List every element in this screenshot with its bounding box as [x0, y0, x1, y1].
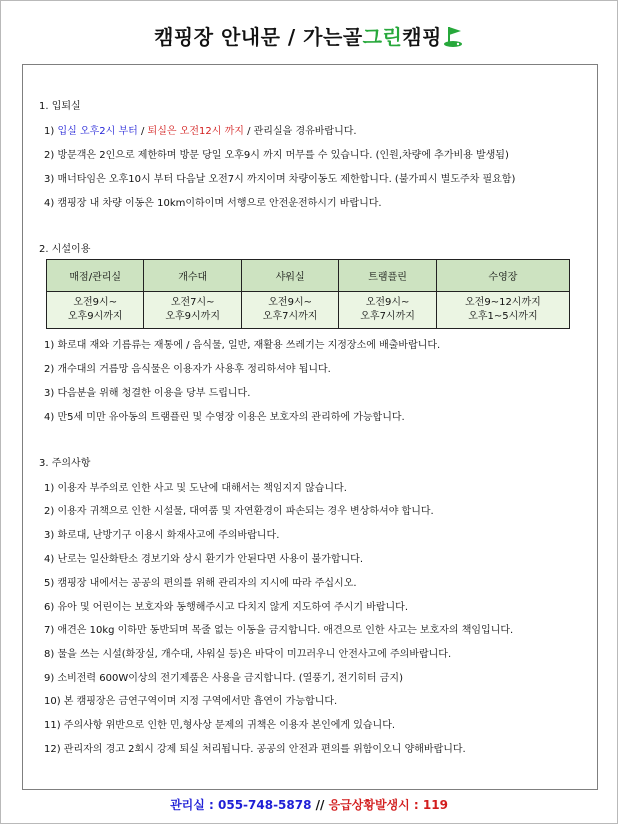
- checkin-line-1-num: 1): [44, 126, 55, 137]
- checkin-sep: /: [137, 126, 148, 137]
- checkin-line-3: 3) 매너타임은 오후10시 부터 다음날 오전7시 까지이며 차량이동도 제한합니다. (불가피시 별도주차 필요함): [44, 174, 516, 185]
- checkout-time: 퇴실은 오전12시 까지: [147, 126, 244, 137]
- emergency-number: 응급상황발생시 : 119: [328, 798, 448, 812]
- facilities-line-1: 1) 화로대 재와 기름류는 재통에 / 음식물, 일반, 재활용 쓰레기는 지정장소에 배출바랍니다.: [44, 340, 441, 351]
- table-cell: [47, 292, 144, 329]
- caution-item: 6) 유아 및 어린이는 보호자와 동행해주시고 다치지 않게 지도하여 주시기 바랍니다.: [44, 602, 409, 613]
- close-time: 오후7시까지: [262, 311, 318, 322]
- caution-item: 1) 이용자 부주의로 인한 사고 및 도난에 대해서는 책임지지 않습니다.: [44, 483, 347, 494]
- open-time: 오전9~12시까지: [465, 297, 541, 308]
- open-time: 오전9시~: [268, 297, 312, 308]
- caution-item: 9) 소비전력 600W이상의 전기제품은 사용을 금지합니다. (열풍기, 전기히터 금지): [44, 673, 403, 684]
- footer-separator: //: [311, 798, 329, 812]
- caution-item: 10) 본 캠핑장은 금연구역이며 지정 구역에서만 흡연이 가능합니다.: [44, 696, 338, 707]
- caution-item: 2) 이용자 귀책으로 인한 시설물, 대여품 및 자연환경이 파손되는 경우 변상하셔야 합니다.: [44, 506, 434, 517]
- caution-item: 12) 관리자의 경고 2회시 강제 퇴실 처리됩니다. 공공의 안전과 편의를 위함이오니 양해바랍니다.: [44, 744, 466, 755]
- close-time: 오후7시까지: [360, 311, 415, 322]
- table-cell: [144, 292, 241, 329]
- checkin-line-4: 4) 캠핑장 내 차량 이동은 10km이하이며 서행으로 안전운전하시기 바랍니다.: [44, 198, 382, 209]
- table-cell: [339, 292, 436, 329]
- table-header-cell: 개수대: [144, 260, 241, 292]
- checkin-line-1-tail: / 관리실을 경유바랍니다.: [243, 126, 357, 137]
- section-facilities-heading: 2. 시설이용: [39, 244, 91, 255]
- close-time: 오후9시까지: [67, 311, 123, 322]
- table-header-cell: 수영장: [436, 260, 569, 292]
- title-end: 캠핑: [402, 25, 442, 49]
- close-time: 오후1~5시까지: [468, 311, 538, 322]
- open-time: 오전7시~: [170, 297, 215, 308]
- table-header-cell: 샤워실: [241, 260, 338, 292]
- checkin-line-1: [44, 122, 357, 137]
- table-header-row: [47, 260, 570, 292]
- section-checkin-heading: 1. 입퇴실: [39, 101, 81, 112]
- close-time: 오후9시까지: [165, 311, 221, 322]
- caution-item: 4) 난로는 일산화탄소 경보기와 상시 환기가 안된다면 사용이 불가합니다.: [44, 554, 364, 565]
- table-cell: [436, 292, 569, 329]
- facility-hours-table: [46, 259, 570, 329]
- golf-flag-icon: [444, 25, 464, 52]
- table-header-cell: 트램플린: [339, 260, 436, 292]
- facilities-line-4: 4) 만5세 미만 유아동의 트램플린 및 수영장 이용은 보호자의 관리하에 가능합니다.: [44, 412, 405, 423]
- title-green: 그린: [362, 25, 403, 49]
- checkin-line-2: 2) 방문객은 2인으로 제한하며 방문 당일 오후9시 까지 머무를 수 있습니다. (인원,차량에 추가비용 발생됨): [44, 150, 509, 161]
- table-header-cell: 매점/관리실: [47, 260, 144, 292]
- checkin-time: 입실 오후2시 부터: [57, 126, 138, 137]
- caution-item: 5) 캠핑장 내에서는 공공의 편의를 위해 관리자의 지시에 따라 주십시오.: [44, 578, 357, 589]
- page-title: [0, 21, 618, 52]
- facilities-line-2: 2) 개수대의 거름망 음식물은 이용자가 사용후 정리하셔야 됩니다.: [44, 364, 331, 375]
- open-time: 오전9시~: [365, 297, 410, 308]
- caution-item: 11) 주의사항 위반으로 인한 민,형사상 문제의 귀책은 이용자 본인에게 있습니다.: [44, 720, 396, 731]
- office-phone: 관리실 : 055-748-5878: [170, 798, 312, 812]
- caution-item: 3) 화로대, 난방기구 이용시 화재사고에 주의바랍니다.: [44, 530, 280, 541]
- title-main: 캠핑장 안내문 / 가는골: [154, 25, 363, 49]
- caution-item: 8) 물을 쓰는 시설(화장실, 개수대, 샤워실 등)은 바닥이 미끄러우니 안전사고에 주의바랍니다.: [44, 649, 452, 660]
- section-cautions-heading: 3. 주의사항: [39, 458, 91, 469]
- open-time: 오전9시~: [73, 297, 118, 308]
- caution-item: 7) 애견은 10kg 이하만 동반되며 목줄 없는 이동을 금지합니다. 애견으로 인한 사고는 보호자의 책임입니다.: [44, 625, 514, 636]
- contact-footer: [0, 796, 618, 813]
- facilities-line-3: 3) 다음분을 위해 청결한 이용을 당부 드립니다.: [44, 388, 251, 399]
- table-cell: [241, 292, 338, 329]
- table-row: [47, 292, 570, 329]
